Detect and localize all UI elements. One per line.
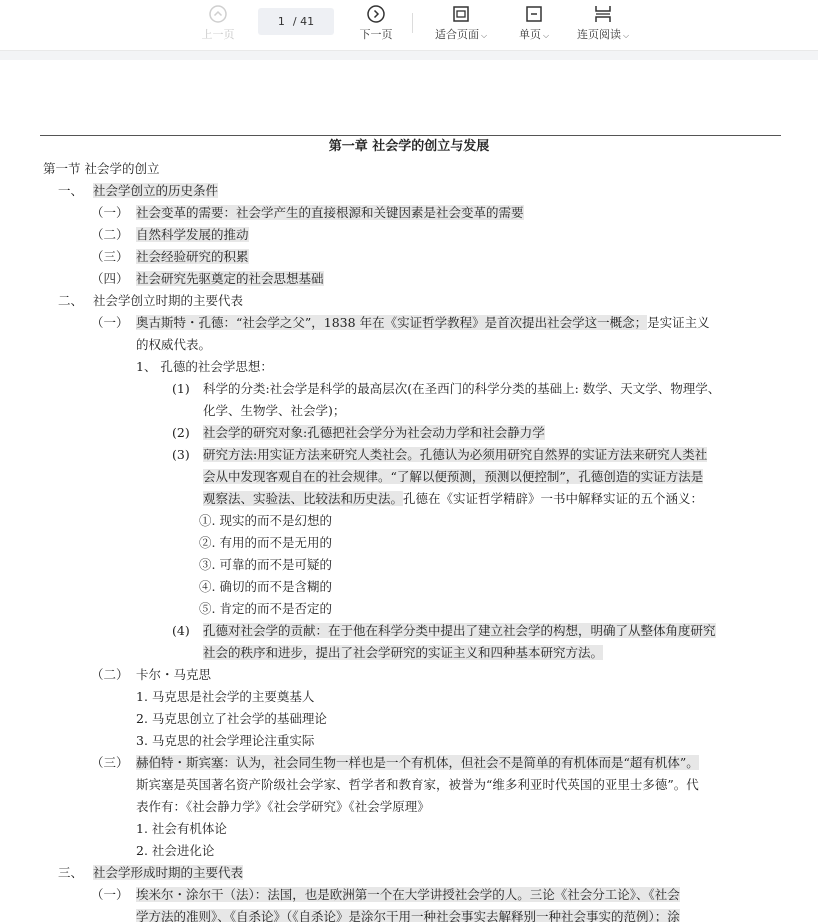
text-line: 斯宾塞是英国著名资产阶级社会学家、哲学者和教育家，被誉为“维多利亚时代英国的亚里士多德”。代	[136, 777, 699, 792]
list-item: 三、 社会学形成时期的主要代表	[58, 865, 244, 880]
list-item: (2) 社会学的研究对象:孔德把社会学分为社会动力学和社会静力学	[172, 425, 545, 440]
next-page-button[interactable]	[354, 4, 398, 42]
list-item: ③. 可靠的而不是可疑的	[199, 557, 332, 572]
total-pages: / 41	[292, 15, 315, 28]
list-item: 2. 社会进化论	[136, 843, 215, 858]
chevron-right-circle-icon	[366, 4, 386, 24]
chevron-up-circle-icon	[208, 4, 228, 24]
text-line: 表作有：《社会静力学》《社会学研究》《社会学原理》	[136, 799, 430, 814]
text-line: 学方法的准则》、《自杀论》（《自杀论》是涂尔干用一种社会事实去解释别一种社会事实的范例）；涂	[136, 909, 680, 922]
list-item: 1、 孔德的社会学思想：	[136, 359, 273, 374]
fit-page-label: 适合页面	[434, 28, 479, 41]
list-item: 1. 社会有机体论	[136, 821, 227, 836]
chapter-title: 第一章 社会学的创立与发展	[328, 139, 490, 154]
chevron-down-icon: ⌵	[480, 31, 488, 40]
list-item: 3. 马克思的社会学理论注重实际	[136, 733, 315, 748]
single-page-button[interactable]	[512, 4, 556, 42]
prev-page-label: 上一页	[201, 28, 235, 41]
text-line: 社会的秩序和进步，提出了社会学研究的实证主义和四种基本研究方法。	[203, 645, 604, 660]
list-item: ⑤. 肯定的而不是否定的	[199, 601, 332, 616]
list-item: （四） 社会研究先驱奠定的社会思想基础	[91, 271, 324, 286]
list-item: （二） 卡尔・马克思	[91, 667, 212, 682]
list-item: 1. 马克思是社会学的主要奠基人	[136, 689, 315, 704]
list-item: ④. 确切的而不是含糊的	[199, 579, 332, 594]
list-item: （一） 埃米尔・涂尔干（法）：法国，也是欧洲第一个在大学讲授社会学的人。三论《社会分工论》、《社会	[91, 887, 680, 902]
fit-page-icon	[451, 4, 471, 24]
list-item: (3) 研究方法:用实证方法来研究人类社会。孔德认为必须用研究自然界的实证方法来研究人类社	[172, 447, 708, 462]
list-item: (1) 科学的分类:社会学是科学的最高层次(在圣西门的科学分类的基础上: 数学、天文学、物理学、	[172, 381, 721, 396]
pdf-toolbar	[0, 0, 818, 50]
continuous-read-label: 连页阅读	[576, 28, 621, 41]
list-item: 2. 马克思创立了社会学的基础理论	[136, 711, 327, 726]
list-item: (4) 孔德对社会学的贡献：在于他在科学分类中提出了建立社会学的构想，明确了从整体角度研究	[172, 623, 716, 638]
text-line: 化学、生物学、社会学)；	[203, 403, 346, 418]
next-page-label: 下一页	[359, 28, 393, 41]
continuous-read-button[interactable]	[570, 4, 636, 42]
chevron-down-icon: ⌵	[622, 31, 630, 40]
list-item: （三） 社会经验研究的积累	[91, 249, 249, 264]
list-item: 二、 社会学创立时期的主要代表	[58, 293, 244, 308]
current-page[interactable]: 1	[277, 15, 285, 28]
single-page-icon	[524, 4, 544, 24]
list-item: （三） 赫伯特・斯宾塞：认为，社会同生物一样也是一个有机体，但社会不是简单的有机体而是“超有机体”。	[91, 755, 699, 770]
fit-page-button[interactable]	[428, 4, 494, 42]
list-item: （二） 自然科学发展的推动	[91, 227, 249, 242]
text-line: 观察法、实验法、比较法和历史法。孔德在《实证哲学精辟》一书中解释实证的五个涵义：	[203, 491, 704, 506]
section-heading: 第一节 社会学的创立	[43, 161, 160, 176]
text-line: 会从中发现客观自在的社会规律。“了解以便预测，预测以便控制”，孔德创造的实证方法是	[203, 469, 704, 484]
chevron-down-icon: ⌵	[542, 31, 550, 40]
toolbar-divider	[412, 13, 413, 33]
list-item: ①. 现实的而不是幻想的	[199, 513, 332, 528]
list-item: （一） 奥古斯特・孔德：“社会学之父”，1838 年在《实证哲学教程》是首次提出社会学这一概念；是实证主义	[91, 315, 710, 330]
text-line: 的权威代表。	[136, 337, 212, 352]
header-rule	[40, 135, 781, 136]
list-item: 一、 社会学创立的历史条件	[58, 183, 219, 198]
list-item: （一） 社会变革的需要：社会学产生的直接根源和关键因素是社会变革的需要	[91, 205, 524, 220]
prev-page-button[interactable]	[196, 4, 240, 42]
single-page-label: 单页	[518, 28, 541, 41]
page-gap	[0, 50, 818, 60]
page-number-field[interactable]	[258, 8, 334, 35]
list-item: ②. 有用的而不是无用的	[199, 535, 332, 550]
continuous-pages-icon	[593, 4, 613, 24]
